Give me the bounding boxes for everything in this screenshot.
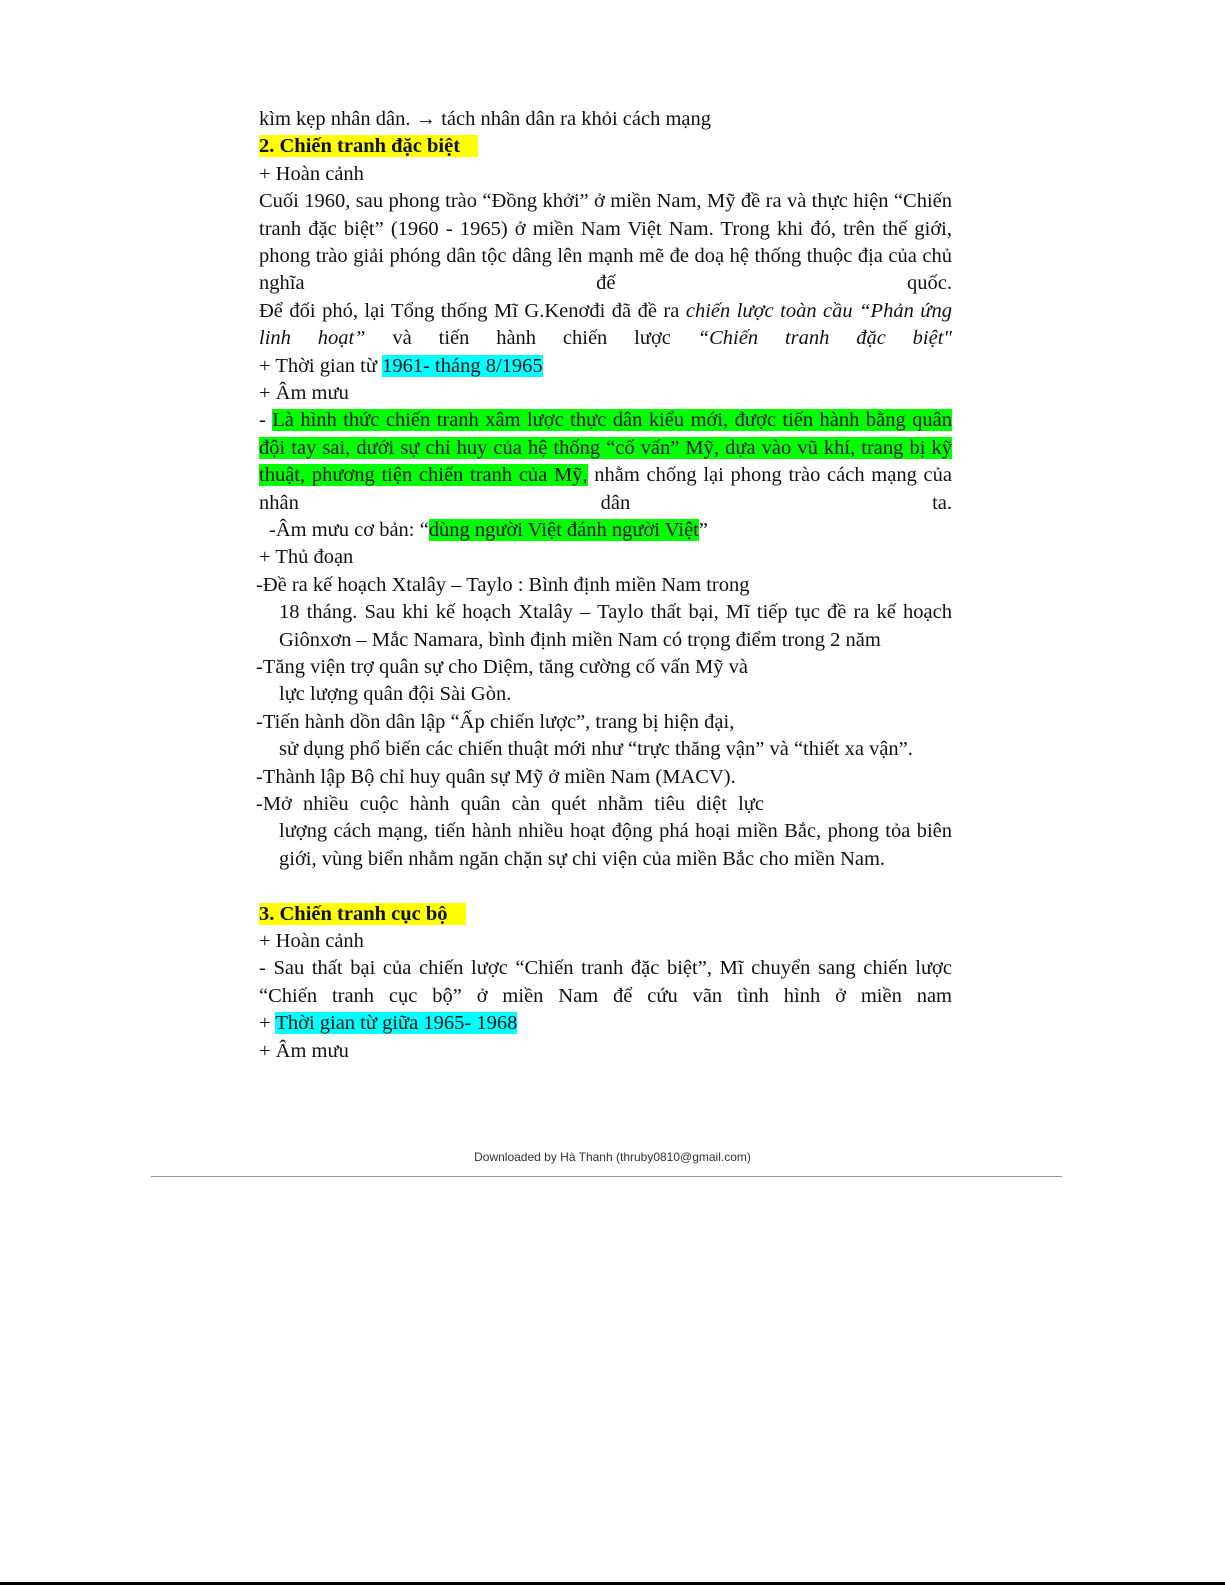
text-line: lượng cách mạng, tiến hành nhiều hoạt động phá hoại miền Bắc, phong tỏa biên (279, 820, 952, 843)
text-line: -Tăng viện trợ quân sự cho Diệm, tăng cường cố vấn Mỹ và (256, 655, 748, 678)
text-line: 18 tháng. Sau khi kế hoạch Xtalây – Taylo thất bại, Mĩ tiếp tục đề ra kế hoạch (279, 601, 952, 624)
text-span: - (259, 409, 273, 432)
time-line (259, 353, 952, 380)
section-heading-2-text: 2. Chiến tranh đặc biệt (259, 135, 478, 157)
text-span: nhằm chống lại phong trào cách mạng của nhân dân ta. (259, 464, 953, 514)
text-line: Giônxơn – Mắc Namara, bình định miền Nam có trọng điểm trong 2 năm (279, 628, 881, 651)
section-heading-3 (259, 901, 952, 928)
italic-span: chiến lược toàn cầu “Phản ứng linh hoạt” (259, 299, 952, 350)
text-line: -Mở nhiều cuộc hành quân càn quét nhằm tiêu diệt lực (256, 792, 764, 815)
document-body (256, 106, 953, 1065)
text-span: ” (698, 519, 708, 542)
text-line: -Tiến hành dồn dân lập “Ấp chiến lược”, trang bị hiện đại, (256, 710, 735, 733)
paragraph-local-war: - Sau thất bại của chiến lược “Chiến tranh đặc biệt”, Mĩ chuyển sang chiến lược “Chiến tranh cục bộ” ở miền Nam để cứu vãn tình hình ở miền nam (259, 957, 952, 1007)
text-span: + (259, 1012, 276, 1035)
text-span: và tiến hành chiến lược (365, 327, 698, 350)
text-span: + Thời gian từ (259, 354, 383, 377)
paragraph-context: Cuối 1960, sau phong trào “Đồng khởi” ở miền Nam, Mỹ đề ra và thực hiện “Chiến tranh đặc biệt” (1960 - 1965) ở miền Nam Việt Nam. Trong khi đó, trên thế giới, phong trào giải phóng dân tộc dâng lên mạnh mẽ đe doạ hệ thống thuộc địa của chủ nghĩa đế quốc. (259, 190, 952, 295)
text-line: -Đề ra kế hoạch Xtalây – Taylo : Bình định miền Nam trong (256, 573, 750, 596)
text-line: lực lượng quân đội Sài Gòn. (279, 683, 512, 706)
spacer (259, 873, 952, 900)
text-line: sử dụng phổ biến các chiến thuật mới như “trực thăng vận” và “thiết xa vận”. (279, 738, 913, 761)
text-line: kìm kẹp nhân dân. → tách nhân dân ra khỏi cách mạng (259, 108, 711, 130)
text-line: + Hoàn cảnh (259, 162, 364, 185)
cyan-highlight: 1961- tháng 8/1965 (382, 354, 543, 377)
text-line: giới, vùng biển nhằm ngăn chặn sự chi viện của miền Bắc cho miền Nam. (279, 847, 886, 870)
cyan-highlight: Thời gian từ giữa 1965- 1968 (275, 1012, 518, 1035)
text-span: -Âm mưu cơ bản: “ (269, 519, 429, 542)
time-line (259, 1010, 952, 1037)
text-span: Để đối phó, lại Tổng thống Mĩ G.Kenơđi đã đề ra (259, 299, 686, 322)
paragraph-response (259, 298, 952, 353)
section-heading-2 (259, 133, 952, 160)
paragraph-definition (259, 407, 952, 517)
basic-plot-line (259, 517, 952, 544)
text-line: + Âm mưu (259, 1039, 349, 1062)
text-line: + Hoàn cảnh (259, 929, 364, 952)
text-line: -Thành lập Bộ chỉ huy quân sự Mỹ ở miền Nam (MACV). (256, 765, 736, 788)
section-heading-3-text: 3. Chiến tranh cục bộ (259, 903, 466, 925)
download-footer: Downloaded by Hà Thanh (thruby0810@gmail.com) (474, 1150, 751, 1164)
text-line: + Thủ đoạn (259, 546, 354, 569)
footer-divider (151, 1176, 1062, 1177)
text-line: + Âm mưu (259, 382, 349, 404)
green-highlight: Là hình thức chiến tranh xâm lược thực dân kiểu mới, được tiến hành bằng quân đội tay sai, dưới sự chỉ huy của hệ thống “cố vấn” Mỹ, dựa vào vũ khí, trang bị kỹ thuật, phương tiện chiến tranh của Mỹ, (259, 409, 952, 487)
italic-span: “Chiến tranh đặc biệt" (697, 327, 953, 350)
green-highlight: dùng người Việt đánh người Việt (428, 519, 699, 542)
